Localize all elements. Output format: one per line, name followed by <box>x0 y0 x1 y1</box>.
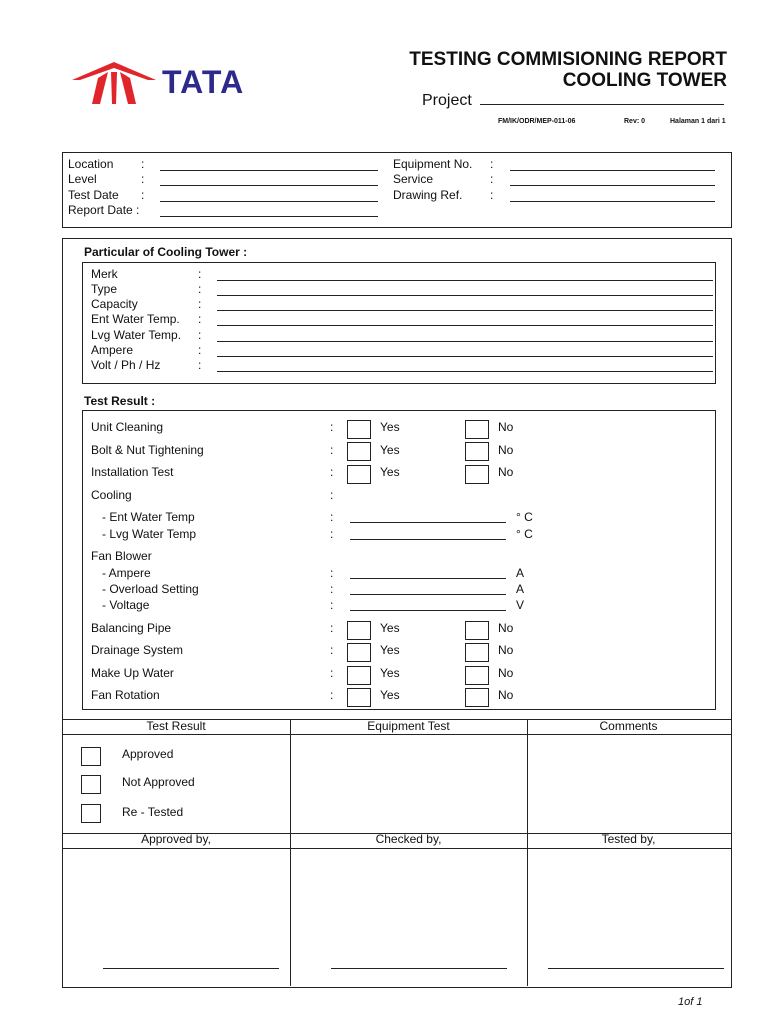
project-line[interactable] <box>480 90 724 105</box>
info-drawing-ref-colon: : <box>490 188 494 202</box>
fan-voltage-label: - Voltage <box>102 598 150 612</box>
re-tested-checkbox[interactable] <box>81 804 101 823</box>
no-label: No <box>498 465 514 479</box>
check-label-installation-test: Installation Test <box>91 465 174 479</box>
check-label-make-up-water: Make Up Water <box>91 666 174 680</box>
yes-label: Yes <box>380 666 400 680</box>
installation-test-no-checkbox[interactable] <box>465 465 489 484</box>
summary-header-comments: Comments <box>599 719 658 733</box>
cooling-ent-water-label: - Ent Water Temp <box>102 510 195 524</box>
fan-rotation-no-checkbox[interactable] <box>465 688 489 707</box>
approved-label: Approved <box>122 747 174 761</box>
info-location-label: Location <box>68 157 114 171</box>
merk-input[interactable] <box>217 270 713 281</box>
info-equipment-no-label: Equipment No. <box>393 157 473 171</box>
info-level-label: Level <box>68 172 97 186</box>
cooling-ent-water-unit: ° C <box>516 510 533 524</box>
particular-colon: : <box>198 297 202 311</box>
yes-label: Yes <box>380 621 400 635</box>
capacity-input[interactable] <box>217 300 713 311</box>
company-logo <box>70 58 270 108</box>
approved-by-signature-line[interactable] <box>103 958 279 969</box>
fan-overload-label: - Overload Setting <box>102 582 199 596</box>
check-label-unit-cleaning: Unit Cleaning <box>91 420 164 434</box>
cooling-label: Cooling <box>91 488 132 502</box>
re-tested-label: Re - Tested <box>122 805 184 819</box>
particular-colon: : <box>198 328 202 342</box>
particular-colon: : <box>198 358 202 372</box>
no-label: No <box>498 420 514 434</box>
no-label: No <box>498 621 514 635</box>
check-label-bolt-nut: Bolt & Nut Tightening <box>91 443 204 457</box>
unit-cleaning-yes-checkbox[interactable] <box>347 420 371 439</box>
cooling-lvg-water-input[interactable] <box>350 529 506 540</box>
fan-overload-input[interactable] <box>350 584 506 595</box>
yes-label: Yes <box>380 643 400 657</box>
info-location-colon: : <box>141 157 145 171</box>
doc-code: FM/IK/ODR/MEP-011-06 <box>498 118 576 125</box>
no-label: No <box>498 666 514 680</box>
check-colon: : <box>330 443 334 457</box>
level-input[interactable] <box>160 175 378 186</box>
bolt-nut-yes-checkbox[interactable] <box>347 442 371 461</box>
make-up-water-no-checkbox[interactable] <box>465 666 489 685</box>
check-colon: : <box>330 465 334 479</box>
particular-colon: : <box>198 343 202 357</box>
check-label-drainage-system: Drainage System <box>91 643 184 657</box>
balancing-pipe-no-checkbox[interactable] <box>465 621 489 640</box>
particular-ent-water-label: Ent Water Temp. <box>91 312 180 326</box>
drainage-system-no-checkbox[interactable] <box>465 643 489 662</box>
check-colon: : <box>330 643 334 657</box>
fan-voltage-input[interactable] <box>350 600 506 611</box>
check-label-fan-rotation: Fan Rotation <box>91 688 160 702</box>
check-colon: : <box>330 488 334 502</box>
summary-divider-2 <box>527 719 528 986</box>
project-label: Project <box>422 92 472 109</box>
particular-colon: : <box>198 267 202 281</box>
signature-header-checked: Checked by, <box>375 832 442 846</box>
yes-label: Yes <box>380 688 400 702</box>
fan-overload-unit: A <box>516 582 525 596</box>
equipment-no-input[interactable] <box>510 160 715 171</box>
page-number: 1of 1 <box>678 996 703 1008</box>
check-colon: : <box>330 510 334 524</box>
fan-ampere-label: - Ampere <box>102 566 151 580</box>
signature-header-approved: Approved by, <box>141 832 211 846</box>
check-colon: : <box>330 621 334 635</box>
approved-checkbox[interactable] <box>81 747 101 766</box>
particular-merk-label: Merk <box>91 267 118 281</box>
yes-label: Yes <box>380 465 400 479</box>
info-service-colon: : <box>490 172 494 186</box>
summary-header-test-result: Test Result <box>146 719 206 733</box>
ampere-input[interactable] <box>217 346 713 357</box>
service-input[interactable] <box>510 175 715 186</box>
not-approved-checkbox[interactable] <box>81 775 101 794</box>
checked-by-signature-line[interactable] <box>331 958 507 969</box>
report-title-line1: TESTING COMMISIONING REPORT <box>409 49 727 70</box>
info-drawing-ref-label: Drawing Ref. <box>393 188 463 202</box>
summary-header-equipment-test: Equipment Test <box>367 719 450 733</box>
yes-label: Yes <box>380 420 400 434</box>
no-label: No <box>498 688 514 702</box>
particular-volt-label: Volt / Ph / Hz <box>91 358 161 372</box>
no-label: No <box>498 443 514 457</box>
summary-header-rule <box>62 734 731 735</box>
check-colon: : <box>330 566 334 580</box>
volt-ph-hz-input[interactable] <box>217 361 713 372</box>
particular-type-label: Type <box>91 282 118 296</box>
particular-heading: Particular of Cooling Tower : <box>84 245 248 259</box>
cooling-lvg-water-unit: ° C <box>516 527 533 541</box>
fan-rotation-yes-checkbox[interactable] <box>347 688 371 707</box>
test-date-input[interactable] <box>160 191 378 202</box>
lvg-water-temp-input[interactable] <box>217 331 713 342</box>
check-colon: : <box>330 688 334 702</box>
info-test-date-label: Test Date <box>68 188 119 202</box>
revision: Rev: 0 <box>624 118 646 125</box>
drawing-ref-input[interactable] <box>510 191 715 202</box>
type-input[interactable] <box>217 285 713 296</box>
yes-label: Yes <box>380 443 400 457</box>
signature-header-tested: Tested by, <box>601 832 656 846</box>
page-reference: Halaman 1 dari 1 <box>670 118 726 125</box>
not-approved-label: Not Approved <box>122 775 195 789</box>
report-date-input[interactable] <box>160 206 378 217</box>
location-input[interactable] <box>160 160 378 171</box>
tested-by-signature-line[interactable] <box>548 958 724 969</box>
cooling-ent-water-input[interactable] <box>350 512 506 523</box>
fan-ampere-input[interactable] <box>350 568 506 579</box>
signature-header-rule <box>62 848 731 849</box>
particular-capacity-label: Capacity <box>91 297 138 311</box>
summary-divider-1 <box>290 719 291 986</box>
check-colon: : <box>330 420 334 434</box>
cooling-lvg-water-label: - Lvg Water Temp <box>102 527 197 541</box>
no-label: No <box>498 643 514 657</box>
make-up-water-yes-checkbox[interactable] <box>347 666 371 685</box>
test-result-heading: Test Result : <box>84 394 156 408</box>
particular-colon: : <box>198 282 202 296</box>
check-label-balancing-pipe: Balancing Pipe <box>91 621 172 635</box>
project-field <box>422 90 732 112</box>
info-service-label: Service <box>393 172 434 186</box>
fan-voltage-unit: V <box>516 598 525 612</box>
info-report-date-label: Report Date : <box>68 203 140 217</box>
particular-ampere-label: Ampere <box>91 343 134 357</box>
unit-cleaning-no-checkbox[interactable] <box>465 420 489 439</box>
particular-lvg-water-label: Lvg Water Temp. <box>91 328 182 342</box>
drainage-system-yes-checkbox[interactable] <box>347 643 371 662</box>
fan-blower-label: Fan Blower <box>91 549 152 563</box>
check-colon: : <box>330 666 334 680</box>
info-test-date-colon: : <box>141 188 145 202</box>
check-colon: : <box>330 527 334 541</box>
info-level-colon: : <box>141 172 145 186</box>
particular-colon: : <box>198 312 202 326</box>
check-colon: : <box>330 582 334 596</box>
logo-text: TATA <box>162 64 245 100</box>
check-colon: : <box>330 598 334 612</box>
balancing-pipe-yes-checkbox[interactable] <box>347 621 371 640</box>
info-equipment-no-colon: : <box>490 157 494 171</box>
report-title-line2: COOLING TOWER <box>562 70 727 91</box>
tata-logo-icon <box>70 58 160 106</box>
ent-water-temp-input[interactable] <box>217 315 713 326</box>
fan-ampere-unit: A <box>516 566 525 580</box>
bolt-nut-no-checkbox[interactable] <box>465 442 489 461</box>
installation-test-yes-checkbox[interactable] <box>347 465 371 484</box>
